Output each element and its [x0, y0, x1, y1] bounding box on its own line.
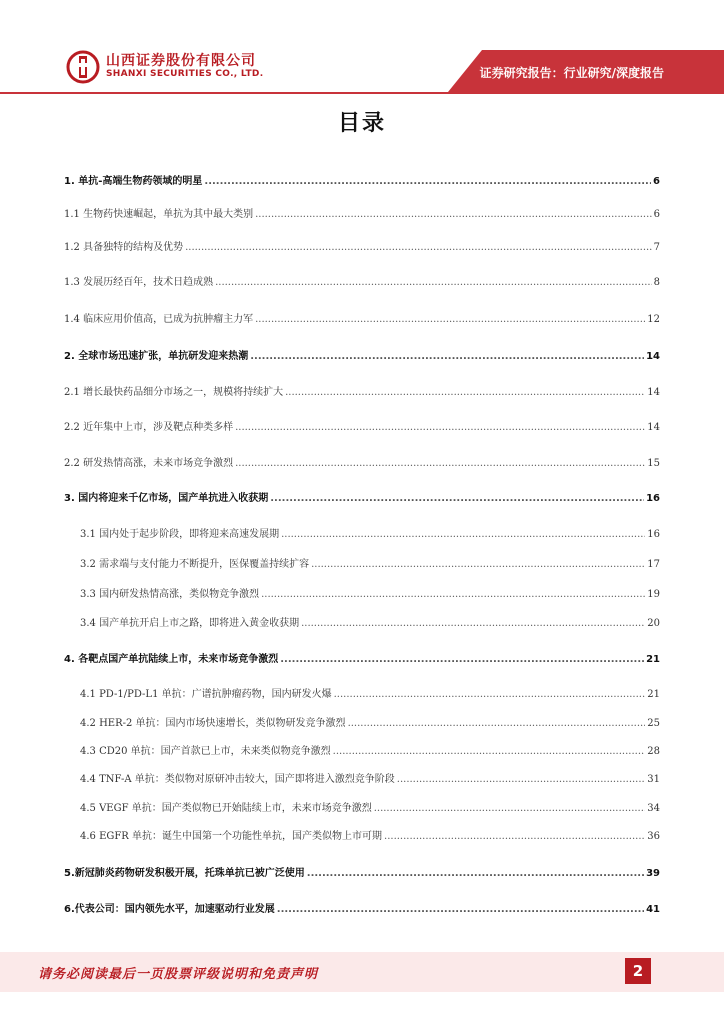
toc-entry-title: 3.3 国内研发热情高涨，类似物竞争激烈 [80, 589, 260, 600]
company-name-en: SHANXI SECURITIES CO., LTD. [106, 69, 264, 79]
toc-entry-title: 1.4 临床应用价值高，已成为抗肿瘤主力军 [64, 314, 254, 325]
toc-entry-title: 4.1 PD-1/PD-L1 单抗：广谱抗肿瘤药物，国内研发火爆 [80, 689, 332, 700]
toc-entry-title: 4. 各靶点国产单抗陆续上市，未来市场竞争激烈 [64, 654, 279, 665]
toc-entry-title: 4.5 VEGF 单抗：国产类似物已开始陆续上市，未来市场竞争激烈 [80, 803, 372, 814]
toc-entry[interactable] [64, 386, 660, 399]
report-type-label: 证券研究报告：行业研究/深度报告 [479, 66, 664, 80]
toc-leader-dots [235, 457, 645, 470]
toc-leader-dots [277, 903, 644, 916]
toc-entry-title: 6.代表公司：国内领先水平，加速驱动行业发展 [64, 904, 275, 915]
toc-entry-page: 39 [646, 868, 660, 879]
shanxi-securities-logo-icon [66, 50, 100, 84]
toc-entry-page: 19 [647, 589, 660, 600]
toc-entry[interactable] [64, 175, 660, 188]
toc-entry-page: 36 [647, 831, 660, 842]
toc-leader-dots [215, 276, 652, 289]
toc-entry-title: 2.1 增长最快药品细分市场之一，规模将持续扩大 [64, 387, 284, 398]
toc-leader-dots [204, 175, 651, 188]
toc-entry-page: 8 [653, 277, 660, 288]
page-header [0, 0, 724, 100]
toc-leader-dots [285, 386, 645, 399]
toc-entry[interactable] [80, 802, 660, 815]
toc-leader-dots [301, 617, 645, 630]
toc-entry-title: 3.1 国内处于起步阶段，即将迎来高速发展期 [80, 529, 280, 540]
toc-entry-title: 3.4 国产单抗开启上市之路，即将进入黄金收获期 [80, 618, 300, 629]
toc-leader-dots [261, 588, 645, 601]
toc-entry-page: 21 [646, 654, 660, 665]
toc-entry[interactable] [64, 903, 660, 916]
toc-entry-title: 4.2 HER-2 单抗：国内市场快速增长，类似物研发竞争激烈 [80, 718, 346, 729]
toc-entry-title: 3. 国内将迎来千亿市场，国产单抗进入收获期 [64, 493, 269, 504]
toc-leader-dots [397, 773, 645, 786]
toc-entry-page: 14 [647, 422, 660, 433]
toc-leader-dots [255, 313, 645, 326]
toc-entry-page: 6 [653, 176, 660, 187]
page-footer [0, 952, 724, 992]
toc-entry[interactable] [80, 773, 660, 786]
toc-leader-dots [307, 867, 644, 880]
toc-entry-title: 4.4 TNF-A 单抗：类似物对原研冲击较大，国产即将进入激烈竞争阶段 [80, 774, 395, 785]
toc-entry[interactable] [64, 492, 660, 505]
toc-entry[interactable] [80, 588, 660, 601]
toc-leader-dots [250, 350, 644, 363]
toc-entry-page: 6 [653, 209, 660, 220]
toc-entry-title: 3.2 需求端与支付能力不断提升，医保覆盖持续扩容 [80, 559, 310, 570]
toc-entry[interactable] [80, 688, 660, 701]
toc-entry-page: 31 [647, 774, 660, 785]
toc-entry[interactable] [80, 558, 660, 571]
toc-entry[interactable] [64, 421, 660, 434]
toc-leader-dots [255, 208, 652, 221]
toc-entry-title: 2.2 研发热情高涨，未来市场竞争激烈 [64, 458, 234, 469]
toc-entry-page: 21 [647, 689, 660, 700]
toc-entry[interactable] [80, 717, 660, 730]
toc-entry-page: 28 [647, 746, 660, 757]
toc-entry-page: 16 [647, 529, 660, 540]
toc-entry-page: 16 [646, 493, 660, 504]
toc-entry-page: 25 [647, 718, 660, 729]
toc-leader-dots [270, 492, 644, 505]
toc-entry[interactable] [64, 457, 660, 470]
toc-entry-title: 4.6 EGFR 单抗：诞生中国第一个功能性单抗，国产类似物上市可期 [80, 831, 383, 842]
toc-entry-page: 12 [647, 314, 660, 325]
toc-entry[interactable] [64, 208, 660, 221]
toc-entry[interactable] [64, 276, 660, 289]
toc-entry-page: 7 [653, 242, 660, 253]
toc-entry[interactable] [64, 313, 660, 326]
toc-leader-dots [185, 241, 652, 254]
page-title: 目录 [337, 111, 386, 136]
toc-entry-title: 4.3 CD20 单抗：国产首款已上市，未来类似物竞争激烈 [80, 746, 331, 757]
toc-entry[interactable] [64, 867, 660, 880]
toc-entry[interactable] [64, 241, 660, 254]
toc-entry[interactable] [80, 830, 660, 843]
toc-leader-dots [311, 558, 645, 571]
toc-leader-dots [348, 717, 646, 730]
toc-entry-page: 14 [647, 387, 660, 398]
toc-leader-dots [280, 653, 644, 666]
disclaimer-notice: 请务必阅读最后一页股票评级说明和免责声明 [38, 967, 319, 982]
toc-entry-title: 1.2 具备独特的结构及优势 [64, 242, 184, 253]
page-number: 2 [625, 958, 651, 984]
toc-entry-page: 17 [647, 559, 660, 570]
toc-entry-title: 1.1 生物药快速崛起，单抗为其中最大类别 [64, 209, 254, 220]
company-name-cn: 山西证券股份有限公司 [106, 53, 256, 69]
toc-entry-page: 20 [647, 618, 660, 629]
toc-leader-dots [281, 528, 645, 541]
toc-leader-dots [333, 745, 646, 758]
toc-entry-page: 14 [646, 351, 660, 362]
toc-leader-dots [384, 830, 645, 843]
toc-leader-dots [374, 802, 646, 815]
toc-entry-page: 34 [647, 803, 660, 814]
toc-entry[interactable] [80, 617, 660, 630]
toc-leader-dots [235, 421, 645, 434]
toc-entry[interactable] [80, 745, 660, 758]
toc-entry-page: 41 [646, 904, 660, 915]
toc-entry[interactable] [64, 350, 660, 363]
toc-entry-title: 5.新冠肺炎药物研发积极开展，托珠单抗已被广泛使用 [64, 868, 305, 879]
toc-entry[interactable] [64, 653, 660, 666]
toc-entry-title: 1.3 发展历经百年，技术日趋成熟 [64, 277, 214, 288]
toc-entry-title: 2.2 近年集中上市，涉及靶点种类多样 [64, 422, 234, 433]
toc-entry-title: 1. 单抗-高端生物药领域的明星 [64, 176, 203, 187]
toc-entry-page: 15 [647, 458, 660, 469]
toc-leader-dots [334, 688, 646, 701]
toc-entry-title: 2. 全球市场迅速扩张，单抗研发迎来热潮 [64, 351, 249, 362]
toc-entry[interactable] [80, 528, 660, 541]
